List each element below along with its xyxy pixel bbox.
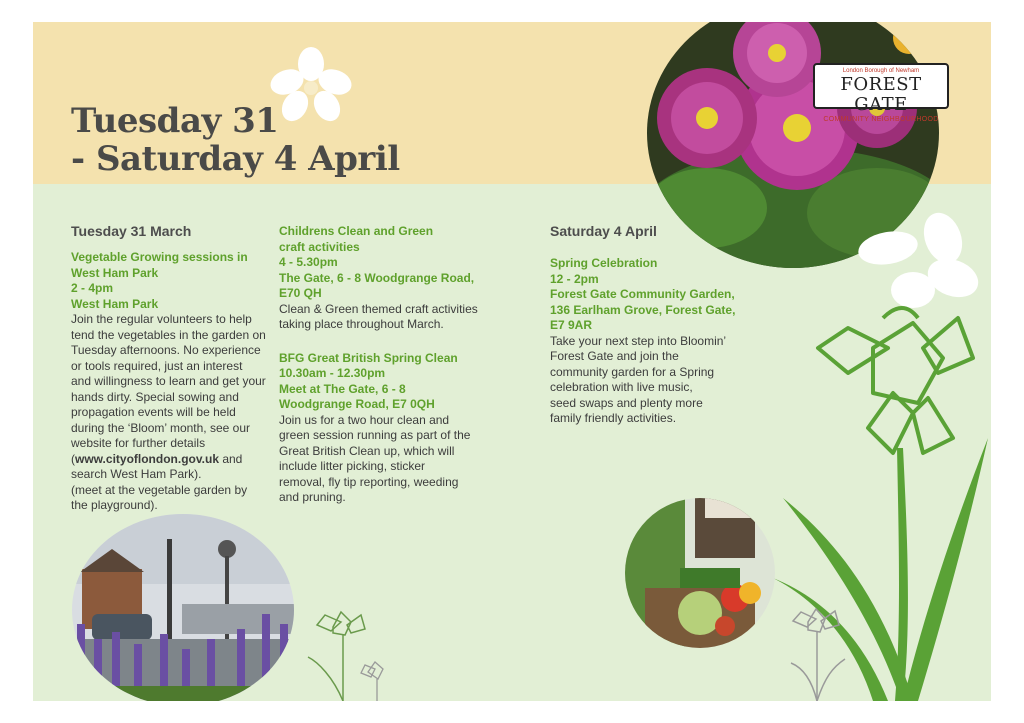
day-heading-tuesday: Tuesday 31 March — [71, 223, 192, 239]
event-description-line: taking place throughout March. — [279, 317, 444, 331]
event-description-line: tend the vegetables in the garden on — [71, 327, 266, 342]
street-scene-photo — [72, 514, 294, 701]
event-description-line: celebration with live music, — [550, 380, 693, 394]
event-venue: West Ham Park — [71, 296, 159, 311]
event-description-line: Great British Clean up, which will — [279, 443, 455, 458]
event-description-line: Take your next step into Bloomin’ — [550, 333, 727, 348]
page-title — [71, 102, 400, 178]
title-line-2: - Saturday 4 April — [71, 139, 400, 179]
event-description-line: removal, fly tip reporting, weeding — [279, 474, 459, 489]
event-description-line: and pruning. — [279, 490, 346, 504]
event-venue: Forest Gate Community Garden, — [550, 287, 735, 301]
title-line-1: Tuesday 31 — [71, 101, 279, 141]
logo-subtitle: COMMUNITY NEIGHBOURHOOD — [823, 116, 939, 123]
vegetables-photo — [625, 498, 775, 648]
event-description-line: website for further details — [71, 436, 206, 450]
event-description-line: community garden for a Spring — [550, 364, 715, 379]
event-venue: 136 Earlham Grove, Forest Gate, — [550, 302, 736, 317]
event-description-line: green session running as part of the — [279, 428, 471, 442]
event-venue: Meet at The Gate, 6 - 8 — [279, 381, 406, 396]
grey-daffodil-icon — [303, 577, 403, 701]
event-title: West Ham Park — [71, 265, 159, 280]
forest-gate-logo — [813, 63, 949, 123]
event-description-line: Clean & Green themed craft activities — [279, 301, 478, 316]
logo-name: FOREST GATE — [840, 74, 922, 115]
event-description-line: seed swaps and plenty more — [550, 395, 703, 410]
event-description-line: Tuesday afternoons. No experience — [71, 343, 261, 357]
event-title: BFG Great British Spring Clean — [279, 350, 458, 365]
website-after: and — [219, 451, 243, 466]
event-venue: Woodgrange Road, E7 0QH — [279, 397, 435, 411]
event-description-line: (meet at the vegetable garden by — [71, 482, 248, 497]
event-description-line: or tools required, just an interest — [71, 358, 243, 373]
event-venue: The Gate, 6 - 8 Woodgrange Road, — [279, 270, 475, 285]
event-description-line: include litter picking, sticker — [279, 459, 426, 473]
event-description-line: propagation events will be held — [71, 405, 236, 419]
event-time: 12 - 2pm — [550, 271, 599, 286]
event-title: Vegetable Growing sessions in — [71, 250, 248, 264]
logo-org: London Borough of Newham — [842, 68, 920, 74]
event-title: Spring Celebration — [550, 256, 658, 270]
event-description-line: Forest Gate and join the — [550, 349, 679, 363]
column-childrens-events — [279, 224, 489, 506]
event-venue: E7 9AR — [550, 318, 593, 332]
event-time: 10.30am - 12.30pm — [279, 366, 386, 380]
day-heading-saturday: Saturday 4 April — [550, 223, 657, 239]
column-tuesday — [71, 223, 271, 514]
event-venue: E70 QH — [279, 286, 322, 300]
event-description-line: hands dirty. Special sowing and — [71, 389, 239, 404]
website-link[interactable]: www.cityoflondon.gov.uk — [75, 451, 219, 466]
grey-daffodil-icon — [783, 597, 853, 701]
event-description-line: family friendly activities. — [550, 411, 677, 425]
event-time: 2 - 4pm — [71, 281, 114, 295]
event-title: craft activities — [279, 239, 360, 254]
column-saturday — [550, 223, 760, 427]
event-description-line: during the ‘Bloom’ month, see our — [71, 420, 250, 435]
event-time: 4 - 5.30pm — [279, 255, 338, 269]
event-description-line: the playground). — [71, 498, 158, 512]
flyer-page — [33, 22, 991, 701]
event-description-line: (www.cityoflondon.gov.uk and — [71, 451, 243, 466]
event-title: Childrens Clean and Green — [279, 224, 434, 238]
event-description-line: search West Ham Park). — [71, 467, 202, 481]
event-description-line: and willingness to learn and get your — [71, 374, 266, 388]
event-description-line: Join us for a two hour clean and — [279, 412, 450, 427]
event-description-line: Join the regular volunteers to help — [71, 312, 252, 326]
